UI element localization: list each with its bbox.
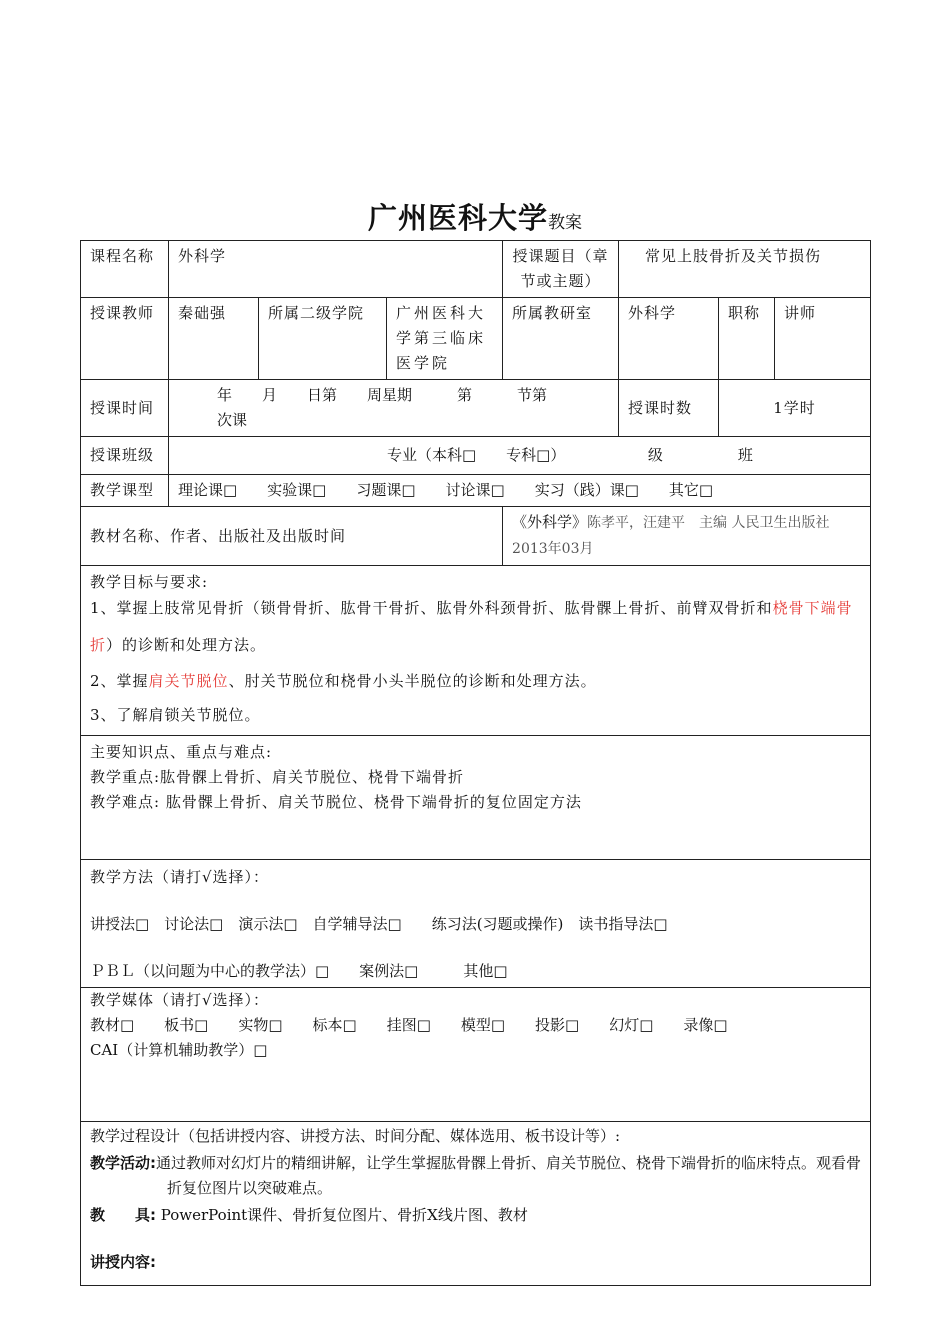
teacher-value: 秦础强 — [169, 298, 259, 380]
objective-2-highlight: 肩关节脱位 — [148, 672, 229, 690]
media-line-2: CAI（计算机辅助教学）□ — [90, 1041, 268, 1059]
process-row — [81, 1122, 871, 1286]
objective-item-1: 1、掌握上肢常见骨折（锁骨骨折、肱骨干骨折、肱骨外科颈骨折、肱骨髁上骨折、前臂双骨折和桡骨下端骨折）的诊断和处理方法。 — [90, 599, 853, 654]
activity-label: 教学活动: — [90, 1154, 156, 1172]
title-suffix: 教案 — [548, 213, 582, 233]
time-value: 年 月 日第 周星期 第 节第 次课 — [169, 380, 619, 437]
objectives-row — [81, 566, 871, 736]
book-label: 教材名称、作者、出版社及出版时间 — [81, 507, 503, 566]
topic-value: 常见上肢骨折及关节损伤 — [619, 241, 871, 298]
methods-row — [81, 860, 871, 988]
type-label: 教学课型 — [81, 475, 169, 507]
methods-line-1: 讲授法□ 讨论法□ 演示法□ 自学辅导法□ 练习法(习题或操作) 读书指导法□ — [90, 915, 668, 933]
class-row — [81, 437, 871, 475]
document-title — [0, 196, 950, 237]
content-label: 讲授内容: — [90, 1253, 156, 1271]
keypoints-heading: 主要知识点、重点与难点: — [90, 743, 273, 761]
time-label: 授课时间 — [81, 380, 169, 437]
tools — [90, 1203, 861, 1228]
office-value: 外科学 — [619, 298, 719, 380]
methods-heading: 教学方法（请打√选择）： — [90, 868, 270, 886]
objective-item-3: 3、了解肩锁关节脱位。 — [90, 706, 261, 724]
objective-item-2: 2、掌握肩关节脱位、肘关节脱位和桡骨小头半脱位的诊断和处理方法。 — [90, 672, 597, 690]
college-value: 广州医科大学第三临床医学院 — [387, 298, 503, 380]
class-label: 授课班级 — [81, 437, 169, 475]
type-row — [81, 475, 871, 507]
hours-label: 授课时数 — [619, 380, 719, 437]
methods-line-2: ＰＢＬ（以问题为中心的教学法）□ 案例法□ 其他□ — [90, 962, 508, 980]
rank-label: 职称 — [719, 298, 775, 380]
key-points: 教学重点:肱骨髁上骨折、肩关节脱位、桡骨下端骨折 — [90, 768, 465, 786]
course-name-value: 外科学 — [169, 241, 503, 298]
book-row — [81, 507, 871, 566]
time-row — [81, 380, 871, 437]
type-value: 理论课□ 实验课□ 习题课□ 讨论课□ 实习（践）课□ 其它□ — [169, 475, 871, 507]
class-value: 专业（本科□ 专科□） 级 班 — [169, 437, 871, 475]
difficult-points: 教学难点: 肱骨髁上骨折、肩关节脱位、桡骨下端骨折的复位固定方法 — [90, 793, 582, 811]
media-line-1: 教材□ 板书□ 实物□ 标本□ 挂图□ 模型□ 投影□ 幻灯□ 录像□ — [90, 1016, 728, 1034]
tools-label: 教 具: — [90, 1206, 156, 1224]
hours-value: 1学时 — [719, 380, 871, 437]
tools-text: PowerPoint课件、骨折复位图片、骨折X线片图、教材 — [160, 1206, 528, 1224]
objectives-heading: 教学目标与要求: — [90, 573, 209, 591]
objective-1-highlight: 桡骨下端骨折 — [90, 599, 853, 654]
book-detail: 陈孝平，汪建平 主编 人民卫生出版社 2013年03月 — [512, 515, 830, 557]
keypoints-row — [81, 736, 871, 860]
course-name-label: 课程名称 — [81, 241, 169, 298]
teacher-label: 授课教师 — [81, 298, 169, 380]
topic-label: 授课题目（章节或主题） — [503, 241, 619, 298]
activity-text: 通过教师对幻灯片的精细讲解，让学生掌握肱骨髁上骨折、肩关节脱位、桡骨下端骨折的临床特点。观看骨折复位图片以突破难点。 — [156, 1154, 862, 1197]
office-label: 所属教研室 — [503, 298, 619, 380]
media-row — [81, 988, 871, 1122]
course-row — [81, 241, 871, 298]
teacher-row — [81, 298, 871, 380]
rank-value: 讲师 — [775, 298, 871, 380]
activity — [90, 1151, 861, 1201]
book-name: 《外科学》 — [512, 513, 588, 531]
college-label: 所属二级学院 — [259, 298, 387, 380]
lesson-plan-table — [80, 240, 871, 1286]
media-heading: 教学媒体（请打√选择）： — [90, 991, 270, 1009]
process-heading: 教学过程设计（包括讲授内容、讲授方法、时间分配、媒体选用、板书设计等）: — [90, 1127, 621, 1145]
title-main: 广州医科大学 — [367, 201, 548, 235]
